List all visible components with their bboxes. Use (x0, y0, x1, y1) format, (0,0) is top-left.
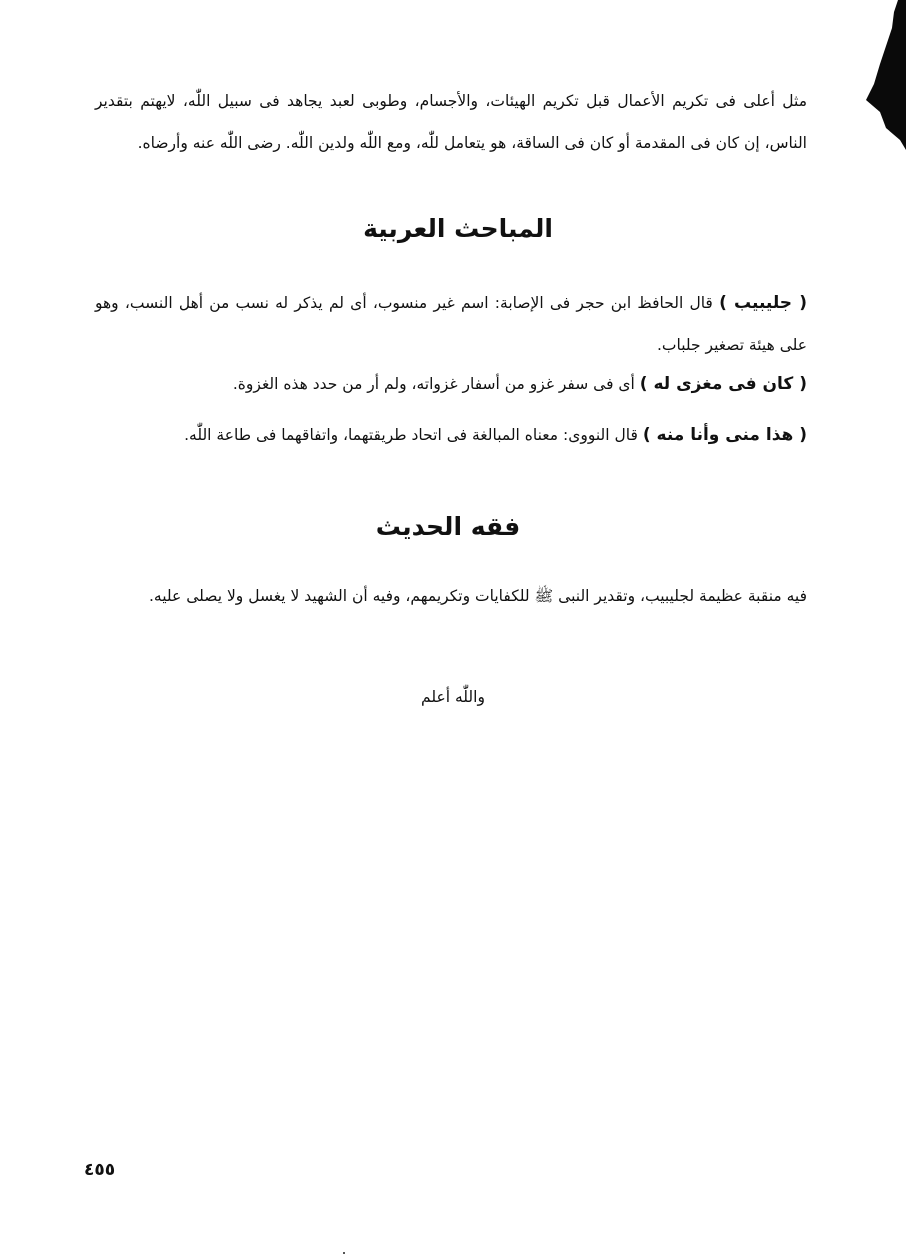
term-maghza: ( كان فى مغزى له ) (639, 374, 807, 394)
definition-text: قال الحافظ ابن حجر فى الإصابة: اسم غير منسوب، أى لم يذكر له نسب من أهل النسب، وهو على هيئة تصغير جلباب. (95, 294, 807, 354)
definition-julaybib (95, 282, 807, 366)
section-heading-arabic-discussions: المباحث العربية (363, 214, 553, 243)
definition-text: قال النووى: معناه المبالغة فى اتحاد طريقتهما، واتفاقهما فى طاعة اللّٰه. (184, 426, 643, 444)
definition-minni (95, 414, 807, 456)
page-number: ٤٥٥ (84, 1160, 116, 1180)
intro-paragraph: مثل أعلى فى تكريم الأعمال قبل تكريم الهيئات، والأجسام، وطوبى لعبد يجاهد فى سبيل اللّٰه، لايهتم بتقدير الناس، إن كان فى المقدمة أو كان فى الساقة، هو يتعامل للّٰه، ومع اللّٰه ولدين اللّٰه. رضى اللّٰه عنه وأرضاه. (95, 92, 807, 152)
term-julaybib: ( جليبيب ) (719, 293, 807, 313)
section-heading-fiqh: فقه الحديث (375, 512, 521, 541)
definition-text: أى فى سفر غزو من أسفار غزواته، ولم أر من حدد هذه الغزوة. (232, 375, 640, 393)
fiqh-paragraph: فيه منقبة عظيمة لجليبيب، وتقدير النبى ﷺ للكفايات وتكريمهم، وفيه أن الشهيد لا يغسل ولا يصلى عليه. (149, 587, 807, 605)
scan-speck (343, 1252, 345, 1254)
definition-maghza (95, 363, 807, 405)
term-minni: ( هذا منى وأنا منه ) (642, 425, 807, 445)
closing-phrase: واللّٰه أعلم (421, 688, 485, 706)
scan-shadow-corner (836, 0, 906, 150)
